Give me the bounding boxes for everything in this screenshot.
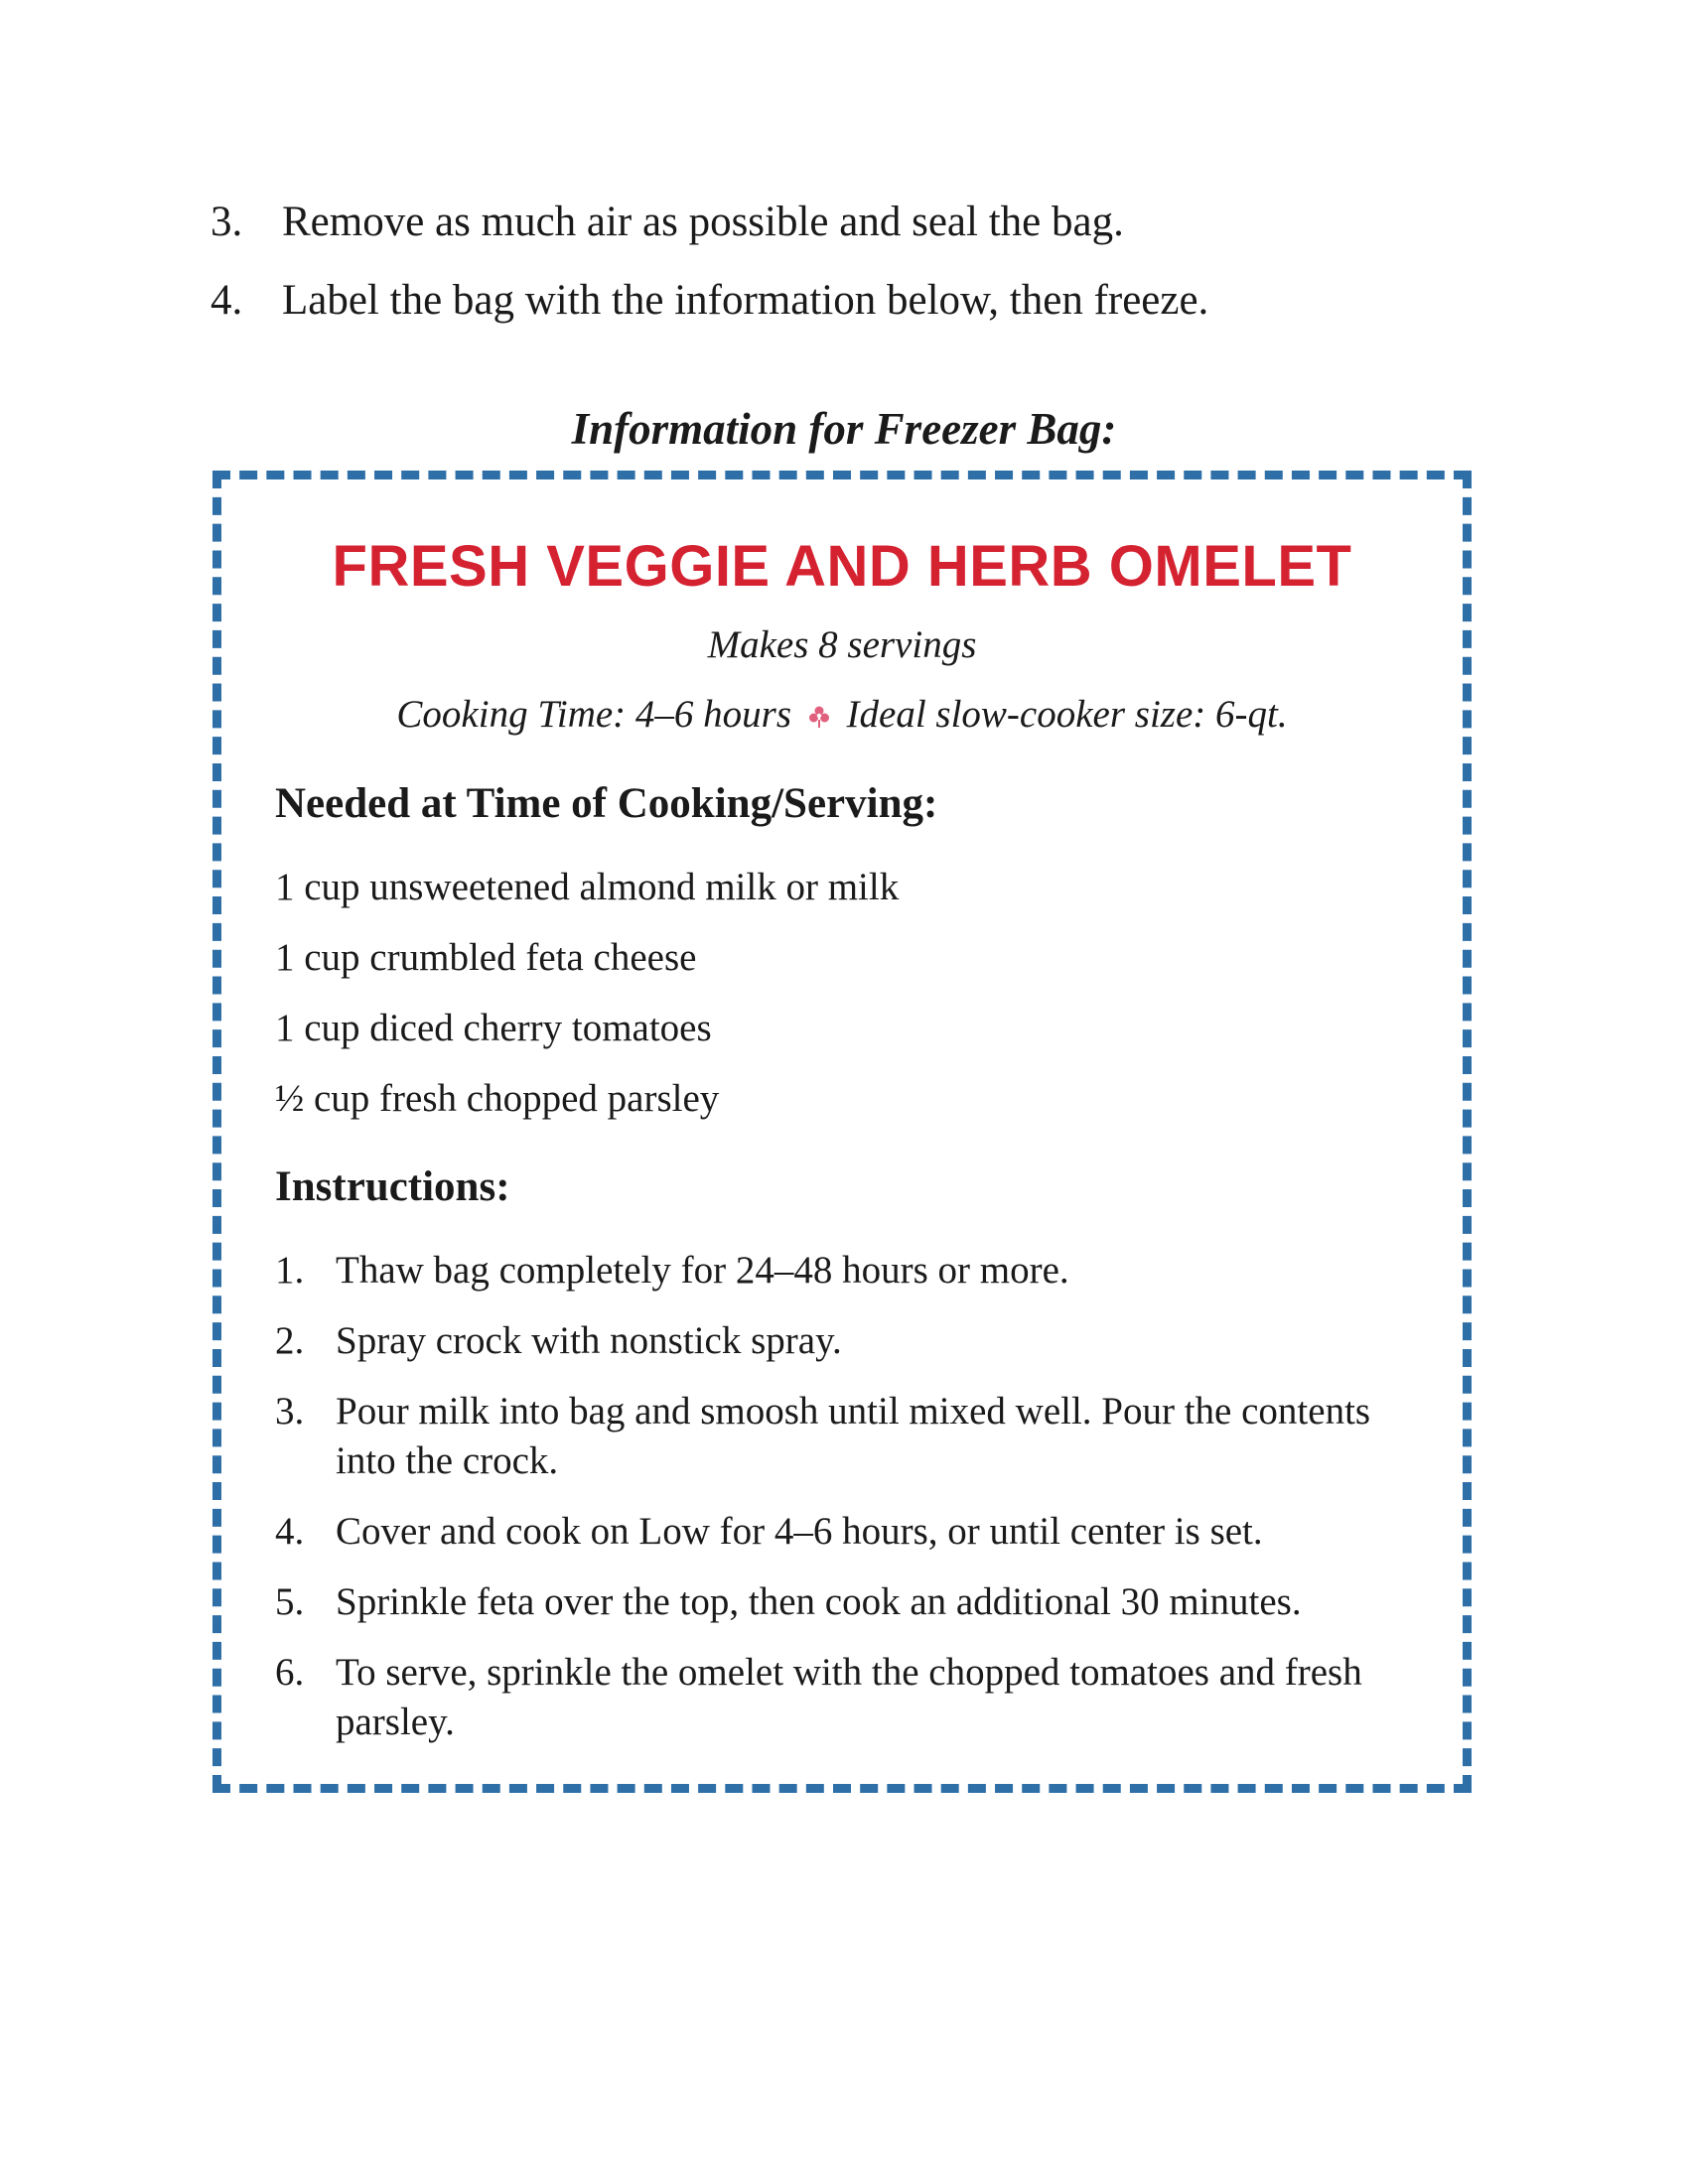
slow-cooker-size: Ideal slow-cooker size: 6-qt. [846, 693, 1288, 736]
instruction-text: Pour milk into bag and smoosh until mixed well. Pour the contents into the crock. [336, 1390, 1371, 1482]
instruction-text: To serve, sprinkle the omelet with the chopped tomatoes and fresh parsley. [336, 1651, 1362, 1743]
instruction-text: Sprinkle feta over the top, then cook an additional 30 minutes. [336, 1580, 1302, 1623]
instruction-number: 4. [275, 1510, 305, 1553]
pre-step-number: 3. [211, 199, 243, 245]
instruction-text: Cover and cook on Low for 4–6 hours, or until center is set. [336, 1510, 1263, 1553]
instruction-step [275, 1387, 1427, 1486]
ingredient-item: 1 cup crumbled feta cheese [275, 936, 697, 979]
ingredients-list [275, 863, 1407, 1145]
instruction-step [275, 1507, 1427, 1557]
cooking-time: Cooking Time: 4–6 hours [396, 693, 792, 736]
recipe-title: FRESH VEGGIE AND HERB OMELET [332, 534, 1352, 599]
freezer-bag-heading: Information for Freezer Bag: [571, 404, 1117, 454]
instructions-list [275, 1246, 1427, 1768]
pre-step-text: Label the bag with the information below, then freeze. [282, 277, 1209, 324]
pre-steps-list [211, 195, 1501, 351]
ingredient-item: 1 cup diced cherry tomatoes [275, 1007, 712, 1049]
pre-step [211, 273, 1501, 329]
instruction-step [275, 1316, 1427, 1366]
instruction-text: Thaw bag completely for 24–48 hours or more. [336, 1249, 1069, 1292]
pre-step [211, 195, 1501, 250]
needed-heading: Needed at Time of Cooking/Serving: [275, 780, 938, 827]
instructions-heading: Instructions: [275, 1163, 510, 1210]
ingredient-item: ½ cup fresh chopped parsley [275, 1077, 720, 1120]
instruction-number: 5. [275, 1580, 305, 1623]
ingredient-item: 1 cup unsweetened almond milk or milk [275, 866, 900, 908]
instruction-number: 3. [275, 1390, 305, 1433]
instruction-number: 2. [275, 1319, 305, 1362]
cooking-meta-line [221, 690, 1463, 740]
instruction-step [275, 1577, 1427, 1627]
instruction-step [275, 1648, 1427, 1747]
instruction-text: Spray crock with nonstick spray. [336, 1319, 842, 1362]
instruction-number: 1. [275, 1249, 305, 1292]
instruction-step [275, 1246, 1427, 1296]
pre-step-number: 4. [211, 277, 243, 324]
instruction-number: 6. [275, 1651, 305, 1694]
flower-icon [807, 705, 831, 729]
servings-text: Makes 8 servings [707, 623, 977, 666]
freezer-bag-label-card [212, 471, 1472, 1793]
pre-step-text: Remove as much air as possible and seal the bag. [282, 199, 1124, 245]
